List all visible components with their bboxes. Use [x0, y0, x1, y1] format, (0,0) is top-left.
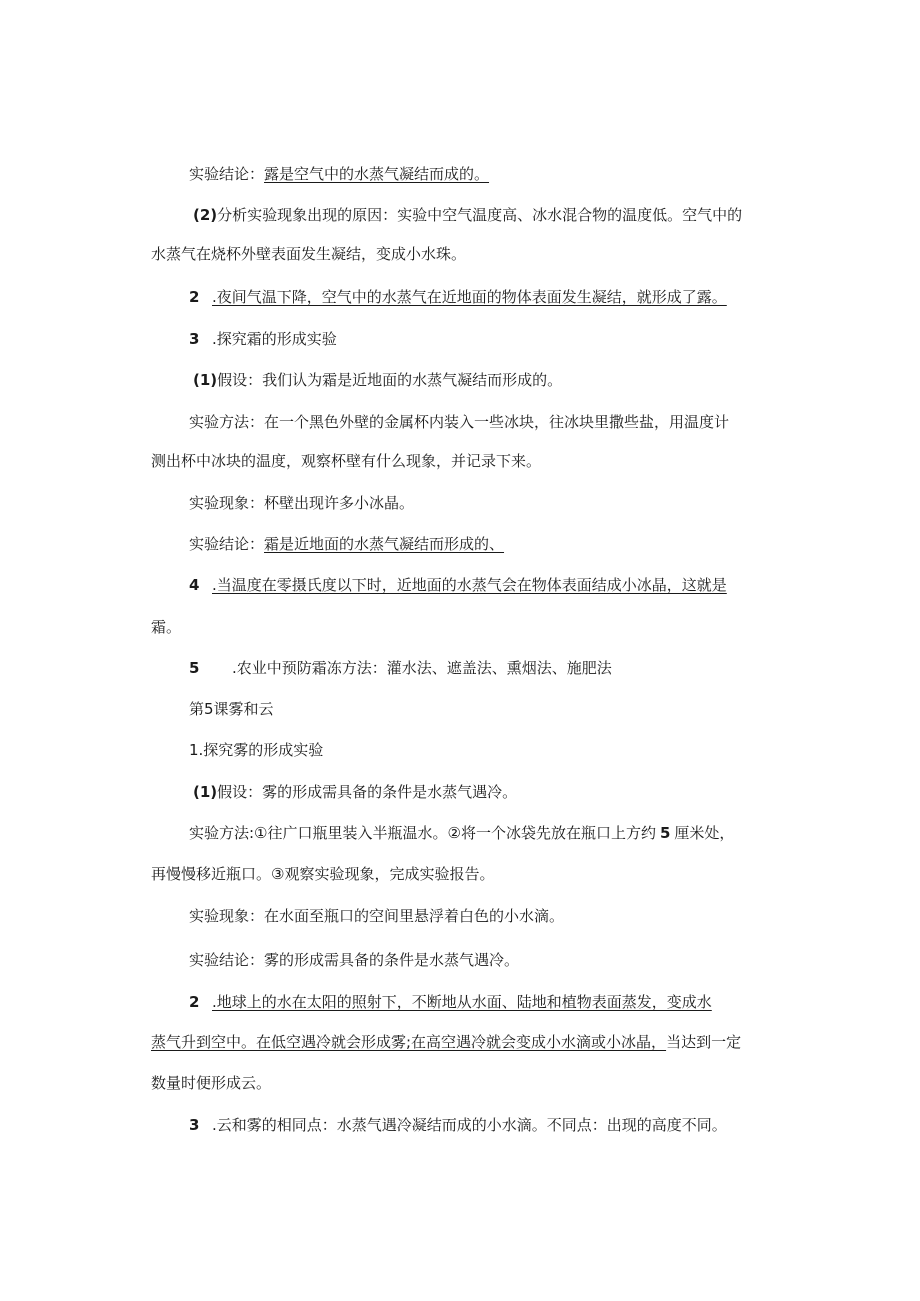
item-number: (1) — [193, 783, 218, 801]
fog-phenomenon: 实验现象：在水面至瓶口的空间里悬浮着白色的小水滴。 — [189, 907, 565, 925]
fog-hypothesis — [193, 782, 517, 802]
hypothesis-text: 假设：我们认为霜是近地面的水蒸气凝结而形成的。 — [217, 371, 563, 389]
frost-prevention-methods: .农业中预防霜冻方法：灌水法、遮盖法、熏烟法、施肥法 — [232, 659, 612, 677]
item-number: (1) — [193, 371, 218, 389]
method-text-a: 实验方法:①往广口瓶里装入半瓶温水。②将一个冰袋先放在瓶口上方约 — [189, 824, 656, 842]
frost-formation-line-1: .当温度在零摄氏度以下时，近地面的水蒸气会在物体表面结成小冰晶，这就是 — [212, 576, 727, 594]
conclusion-text: 霜是近地面的水蒸气凝结而形成的、 — [264, 535, 505, 553]
frost-conclusion — [189, 534, 504, 554]
conclusion-label: 实验结论： — [189, 165, 265, 183]
cloud-formation-line-1: .地球上的水在太阳的照射下，不断地从水面、陆地和植物表面蒸发，变成水 — [212, 993, 712, 1011]
fog-experiment-heading: 1.探究雾的形成实验 — [189, 741, 324, 759]
item-number: 2 — [189, 993, 200, 1011]
cloud-fog-comparison: .云和雾的相同点：水蒸气遇冷凝结而成的小水滴。不同点：出现的高度不同。 — [212, 1116, 727, 1134]
cloud-text-underlined: 蒸气升到空中。在低空遇冷就会形成雾;在高空遇冷就会变成小水滴或小冰晶， — [151, 1033, 667, 1051]
frost-method-line-2: 测出杯中冰块的温度，观察杯壁有什么现象，并记录下来。 — [151, 452, 542, 470]
dew-conclusion — [189, 164, 489, 184]
cloud-text-plain: 当达到一定 — [666, 1033, 742, 1051]
fog-method-line-1 — [189, 823, 734, 843]
conclusion-label: 实验结论： — [189, 535, 265, 553]
distance-value: 5 — [659, 824, 671, 842]
item-number: 2 — [189, 288, 200, 306]
item-number: 5 — [189, 659, 200, 677]
fog-conclusion: 实验结论：雾的形成需具备的条件是水蒸气遇冷。 — [189, 951, 520, 969]
item-number: 3 — [189, 330, 200, 348]
analysis-line-2: 水蒸气在烧杯外壁表面发生凝结，变成小水珠。 — [151, 245, 467, 263]
lesson-title: 第5课雾和云 — [189, 700, 274, 718]
frost-hypothesis — [193, 370, 562, 390]
method-text-c: 厘米处， — [674, 824, 735, 842]
dew-formation-text: .夜间气温下降，空气中的水蒸气在近地面的物体表面发生凝结，就形成了露。 — [212, 288, 727, 306]
item-number: 3 — [189, 1116, 200, 1134]
item-number: (2) — [193, 206, 218, 224]
frost-phenomenon: 实验现象：杯壁出现许多小冰晶。 — [189, 494, 415, 512]
frost-formation-line-2: 霜。 — [151, 618, 182, 636]
analysis-text-1: 分析实验现象出现的原因：实验中空气温度高、冰水混合物的温度低。空气中的 — [217, 206, 743, 224]
analysis-line-1 — [193, 205, 742, 225]
hypothesis-text: 假设：雾的形成需具备的条件是水蒸气遇冷。 — [217, 783, 518, 801]
frost-method-line-1: 实验方法：在一个黑色外壁的金属杯内装入一些冰块，往冰块里撒些盐，用温度计 — [189, 413, 730, 431]
conclusion-text: 露是空气中的水蒸气凝结而成的。 — [264, 165, 490, 183]
item-number: 4 — [189, 576, 200, 594]
fog-method-line-2: 再慢慢移近瓶口。③观察实验现象，完成实验报告。 — [151, 865, 495, 883]
frost-experiment-heading: .探究霜的形成实验 — [212, 330, 337, 348]
cloud-formation-line-2 — [151, 1032, 741, 1052]
cloud-formation-line-3: 数量时便形成云。 — [151, 1074, 272, 1092]
